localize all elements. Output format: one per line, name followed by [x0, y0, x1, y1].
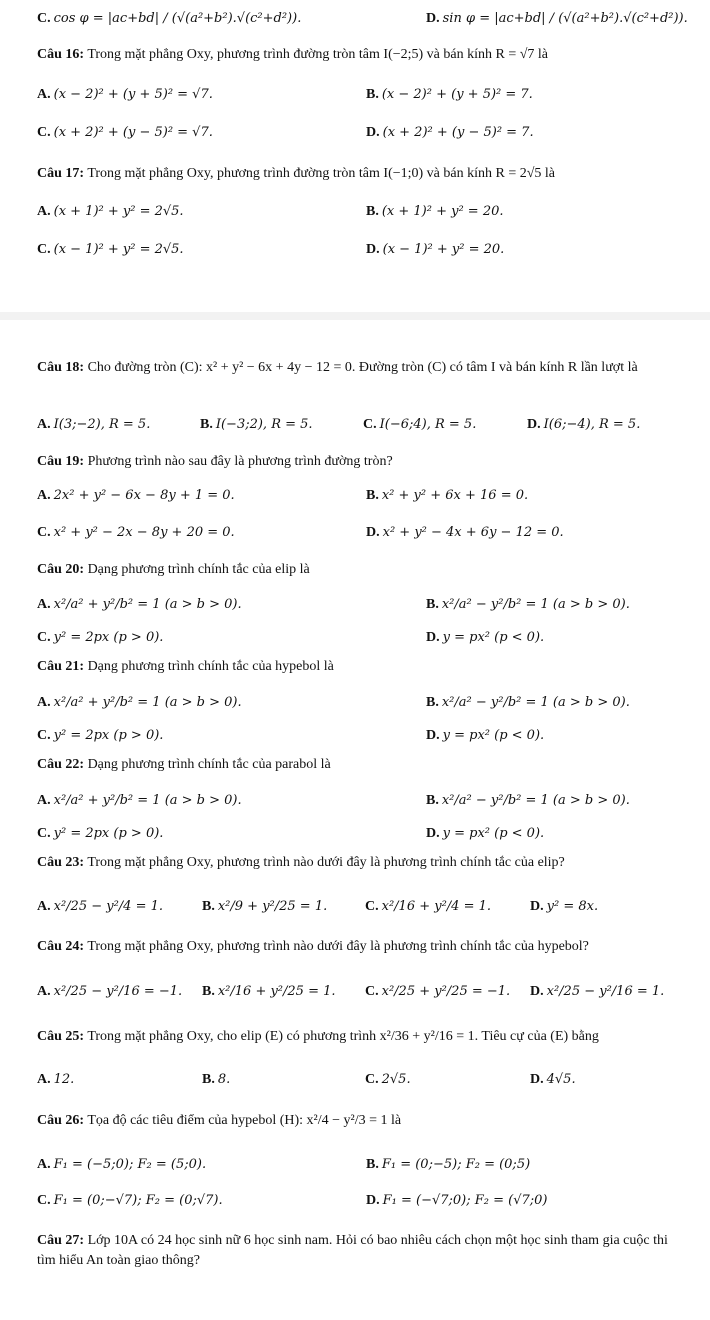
- option-b: B. 8.: [202, 1072, 231, 1087]
- option-b: B. I(−3;2), R = 5.: [200, 417, 313, 432]
- question-17: Câu 17: Trong mặt phẳng Oxy, phương trình đường tròn tâm I(−1;0) và bán kính R = 2√5 là: [37, 166, 556, 181]
- option-b: B. (x + 1)² + y² = 20.: [366, 204, 504, 219]
- option-d: D. x²/25 − y²/16 = 1.: [530, 984, 665, 999]
- option-b: B. x²/16 + y²/25 = 1.: [202, 984, 336, 999]
- option-c: C. F₁ = (0;−√7); F₂ = (0;√7).: [37, 1193, 223, 1208]
- option-d: D. y = px² (p < 0).: [426, 630, 545, 645]
- option-a: A. x²/a² + y²/b² = 1 (a > b > 0).: [37, 793, 242, 808]
- question-22: Câu 22: Dạng phương trình chính tắc của parabol là: [37, 757, 331, 772]
- option-a: A. x²/25 − y²/16 = −1.: [37, 984, 183, 999]
- option-c: C. y² = 2px (p > 0).: [37, 630, 164, 645]
- page-break: [0, 312, 710, 320]
- option-d: D. y = px² (p < 0).: [426, 728, 545, 743]
- option-a: A. x²/a² + y²/b² = 1 (a > b > 0).: [37, 695, 242, 710]
- option-a: A. x²/25 − y²/4 = 1.: [37, 899, 164, 914]
- prev-option-d: D. sin φ = |ac+bd| / (√(a²+b²).√(c²+d²)).: [426, 11, 688, 26]
- question-27: Câu 27: Lớp 10A có 24 học sinh nữ 6 học sinh nam. Hỏi có bao nhiêu cách chọn một học sinh tham gia cuộc thi tìm hiểu An toàn giao thông?: [37, 1233, 668, 1268]
- question-26: Câu 26: Tọa độ các tiêu điểm của hypebol (H): x²/4 − y²/3 = 1 là: [37, 1113, 402, 1128]
- option-d: D. F₁ = (−√7;0); F₂ = (√7;0): [366, 1193, 548, 1208]
- option-b: B. x²/9 + y²/25 = 1.: [202, 899, 328, 914]
- option-b: B. x²/a² − y²/b² = 1 (a > b > 0).: [426, 793, 630, 808]
- option-c: C. 2√5.: [365, 1072, 411, 1087]
- option-a: A. 12.: [37, 1072, 75, 1087]
- question-23: Câu 23: Trong mặt phẳng Oxy, phương trình nào dưới đây là phương trình chính tắc của elip?: [37, 855, 565, 870]
- option-c: C. y² = 2px (p > 0).: [37, 826, 164, 841]
- option-d: D. (x − 1)² + y² = 20.: [366, 242, 505, 257]
- option-c: C. (x + 2)² + (y − 5)² = √7.: [37, 125, 213, 140]
- option-b: B. x²/a² − y²/b² = 1 (a > b > 0).: [426, 695, 630, 710]
- option-a: A. F₁ = (−5;0); F₂ = (5;0).: [37, 1157, 207, 1172]
- question-20: Câu 20: Dạng phương trình chính tắc của elip là: [37, 562, 310, 577]
- question-24: Câu 24: Trong mặt phẳng Oxy, phương trình nào dưới đây là phương trình chính tắc của hypebol?: [37, 939, 589, 954]
- option-d: D. x² + y² − 4x + 6y − 12 = 0.: [366, 525, 564, 540]
- question-18: Câu 18: Cho đường tròn (C): x² + y² − 6x + 4y − 12 = 0. Đường tròn (C) có tâm I và bán kính R lần lượt là: [37, 360, 638, 375]
- option-d: D. y² = 8x.: [530, 899, 599, 914]
- option-c: C. (x − 1)² + y² = 2√5.: [37, 242, 184, 257]
- option-d: D. (x + 2)² + (y − 5)² = 7.: [366, 125, 534, 140]
- option-a: A. x²/a² + y²/b² = 1 (a > b > 0).: [37, 597, 242, 612]
- option-d: D. I(6;−4), R = 5.: [527, 417, 641, 432]
- option-a: A. 2x² + y² − 6x − 8y + 1 = 0.: [37, 488, 235, 503]
- question-25: Câu 25: Trong mặt phẳng Oxy, cho elip (E) có phương trình x²/36 + y²/16 = 1. Tiêu cự của (E) bằng: [37, 1029, 599, 1044]
- question-16: Câu 16: Trong mặt phẳng Oxy, phương trình đường tròn tâm I(−2;5) và bán kính R = √7 là: [37, 47, 549, 62]
- option-b: B. (x − 2)² + (y + 5)² = 7.: [366, 87, 533, 102]
- option-a: A. I(3;−2), R = 5.: [37, 417, 151, 432]
- option-c: C. x² + y² − 2x − 8y + 20 = 0.: [37, 525, 235, 540]
- option-c: C. x²/16 + y²/4 = 1.: [365, 899, 492, 914]
- option-c: C. I(−6;4), R = 5.: [363, 417, 477, 432]
- option-b: B. F₁ = (0;−5); F₂ = (0;5): [366, 1157, 531, 1172]
- option-b: B. x²/a² − y²/b² = 1 (a > b > 0).: [426, 597, 630, 612]
- option-d: D. y = px² (p < 0).: [426, 826, 545, 841]
- question-19: Câu 19: Phương trình nào sau đây là phương trình đường tròn?: [37, 454, 393, 469]
- option-a: A. (x + 1)² + y² = 2√5.: [37, 204, 184, 219]
- option-a: A. (x − 2)² + (y + 5)² = √7.: [37, 87, 213, 102]
- prev-option-c: C. cos φ = |ac+bd| / (√(a²+b²).√(c²+d²)).: [37, 11, 302, 26]
- option-c: C. y² = 2px (p > 0).: [37, 728, 164, 743]
- option-c: C. x²/25 + y²/25 = −1.: [365, 984, 511, 999]
- option-d: D. 4√5.: [530, 1072, 576, 1087]
- option-b: B. x² + y² + 6x + 16 = 0.: [366, 488, 529, 503]
- question-21: Câu 21: Dạng phương trình chính tắc của hypebol là: [37, 659, 334, 674]
